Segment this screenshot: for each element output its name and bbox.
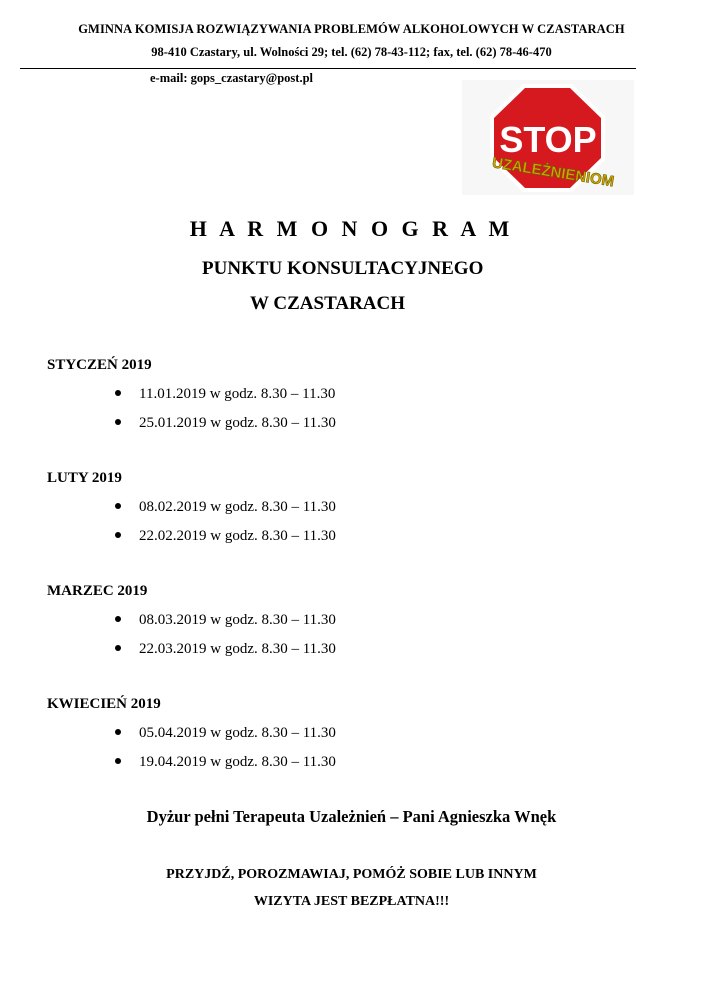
- date-entry: 22.03.2019 w godz. 8.30 – 11.30: [139, 641, 336, 657]
- list-item: [115, 499, 336, 516]
- list-item: [115, 386, 335, 403]
- date-entry: 19.04.2019 w godz. 8.30 – 11.30: [139, 754, 336, 770]
- document-subtitle-line2: W CZASTARACH: [250, 293, 406, 314]
- date-entry: 08.02.2019 w godz. 8.30 – 11.30: [139, 499, 336, 515]
- bullet-icon: [115, 503, 121, 509]
- stop-sign-icon: [462, 80, 634, 195]
- month-heading: MARZEC 2019: [47, 583, 148, 599]
- bullet-icon: [115, 390, 121, 396]
- contact-email: e-mail: gops_czastary@post.pl: [150, 71, 314, 85]
- month-heading: STYCZEŃ 2019: [47, 357, 152, 373]
- month-heading: KWIECIEŃ 2019: [47, 696, 161, 712]
- date-entry: 05.04.2019 w godz. 8.30 – 11.30: [139, 725, 336, 741]
- list-item: [115, 641, 336, 658]
- call-to-action-line1: PRZYJDŹ, POROZMAWIAJ, POMÓŻ SOBIE LUB INNYM: [166, 867, 537, 882]
- stop-text: STOP: [499, 119, 597, 160]
- contact-address: 98-410 Czastary, ul. Wolności 29; tel. (62) 78-43-112; fax, tel. (62) 78-46-470: [151, 45, 552, 59]
- list-item: [115, 725, 336, 742]
- bullet-icon: [115, 419, 121, 425]
- date-entry: 25.01.2019 w godz. 8.30 – 11.30: [139, 415, 336, 431]
- month-heading: LUTY 2019: [47, 470, 122, 486]
- bullet-icon: [115, 729, 121, 735]
- therapist-duty-note: Dyżur pełni Terapeuta Uzależnień – Pani Agnieszka Wnęk: [146, 807, 557, 826]
- document-title: H A R M O N O G R A M: [189, 216, 514, 241]
- document-subtitle-line1: PUNKTU KONSULTACYJNEGO: [202, 258, 484, 279]
- date-entry: 22.02.2019 w godz. 8.30 – 11.30: [139, 528, 336, 544]
- bullet-icon: [115, 758, 121, 764]
- date-entry: 11.01.2019 w godz. 8.30 – 11.30: [139, 386, 336, 402]
- bullet-icon: [115, 616, 121, 622]
- list-item: [115, 415, 336, 432]
- header-divider: [20, 68, 636, 69]
- list-item: [115, 612, 336, 629]
- date-entry: 08.03.2019 w godz. 8.30 – 11.30: [139, 612, 336, 628]
- stop-addiction-logo: [462, 80, 634, 195]
- call-to-action-line2: WIZYTA JEST BEZPŁATNA!!!: [253, 894, 450, 909]
- organization-name: GMINNA KOMISJA ROZWIĄZYWANIA PROBLEMÓW ALKOHOLOWYCH W CZASTARACH: [78, 22, 625, 36]
- list-item: [115, 528, 336, 545]
- bullet-icon: [115, 645, 121, 651]
- banner-text: UZALEŻNIENIOM: [490, 154, 616, 191]
- list-item: [115, 754, 336, 771]
- bullet-icon: [115, 532, 121, 538]
